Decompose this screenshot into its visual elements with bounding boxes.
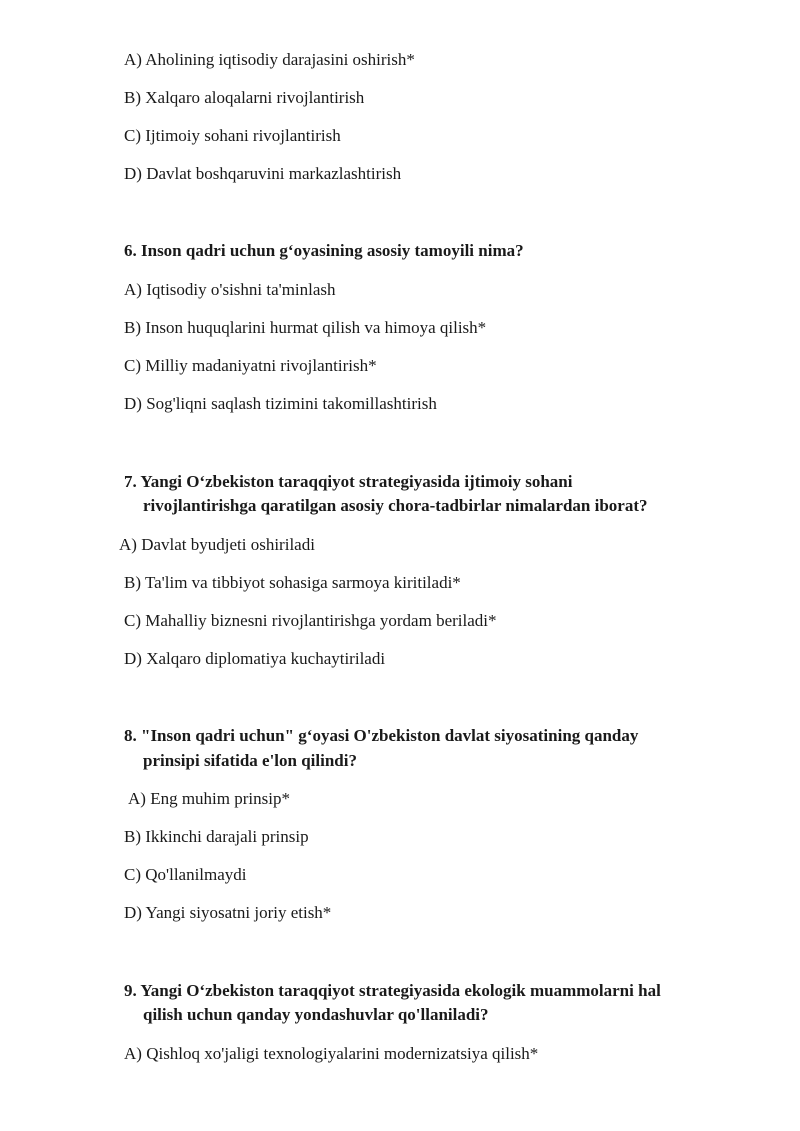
question-9-title-line1: 9. Yangi O‘zbekiston taraqqiyot strategiyasida ekologik muammolarni hal <box>124 981 661 1000</box>
question-7-option-c: C) Mahalliy biznesni rivojlantirishga yordam beriladi* <box>124 611 497 630</box>
option-d: D) Davlat boshqaruvini markazlashtirish <box>124 164 402 183</box>
question-7-title-line1: 7. Yangi O‘zbekiston taraqqiyot strategiyasida ijtimoiy sohani <box>124 472 573 491</box>
question-6-option-d: D) Sog'liqni saqlash tizimini takomillashtirish <box>124 394 437 413</box>
option-b: B) Xalqaro aloqalarni rivojlantirish <box>124 88 365 107</box>
question-8-option-d: D) Yangi siyosatni joriy etish* <box>124 903 332 922</box>
question-6-title: 6. Inson qadri uchun g‘oyasining asosiy tamoyili nima? <box>124 241 524 260</box>
option-a: A) Aholining iqtisodiy darajasini oshirish* <box>124 50 415 69</box>
question-6-option-b: B) Inson huquqlarini hurmat qilish va himoya qilish* <box>124 318 487 337</box>
question-7-option-b: B) Ta'lim va tibbiyot sohasiga sarmoya kiritiladi* <box>124 573 461 592</box>
question-8-title-line2: prinsipi sifatida e'lon qilindi? <box>143 751 357 770</box>
question-6-option-a: A) Iqtisodiy o'sishni ta'minlash <box>124 280 336 299</box>
question-9-title-line2: qilish uchun qanday yondashuvlar qo'llaniladi? <box>143 1005 489 1024</box>
question-7-option-a: A) Davlat byudjeti oshiriladi <box>119 535 315 554</box>
question-8-option-c: C) Qo'llanilmaydi <box>124 865 247 884</box>
question-9-option-a: A) Qishloq xo'jaligi texnologiyalarini modernizatsiya qilish* <box>124 1044 539 1063</box>
question-7-option-d: D) Xalqaro diplomatiya kuchaytiriladi <box>124 649 386 668</box>
question-8-title-line1: 8. "Inson qadri uchun" g‘oyasi O'zbekiston davlat siyosatining qanday <box>124 726 639 745</box>
question-6-option-c: C) Milliy madaniyatni rivojlantirish* <box>124 356 377 375</box>
question-8-option-b: B) Ikkinchi darajali prinsip <box>124 827 309 846</box>
option-c: C) Ijtimoiy sohani rivojlantirish <box>124 126 341 145</box>
question-7-title-line2: rivojlantirishga qaratilgan asosiy chora-tadbirlar nimalardan iborat? <box>143 496 648 515</box>
question-8-option-a: A) Eng muhim prinsip* <box>128 789 290 808</box>
